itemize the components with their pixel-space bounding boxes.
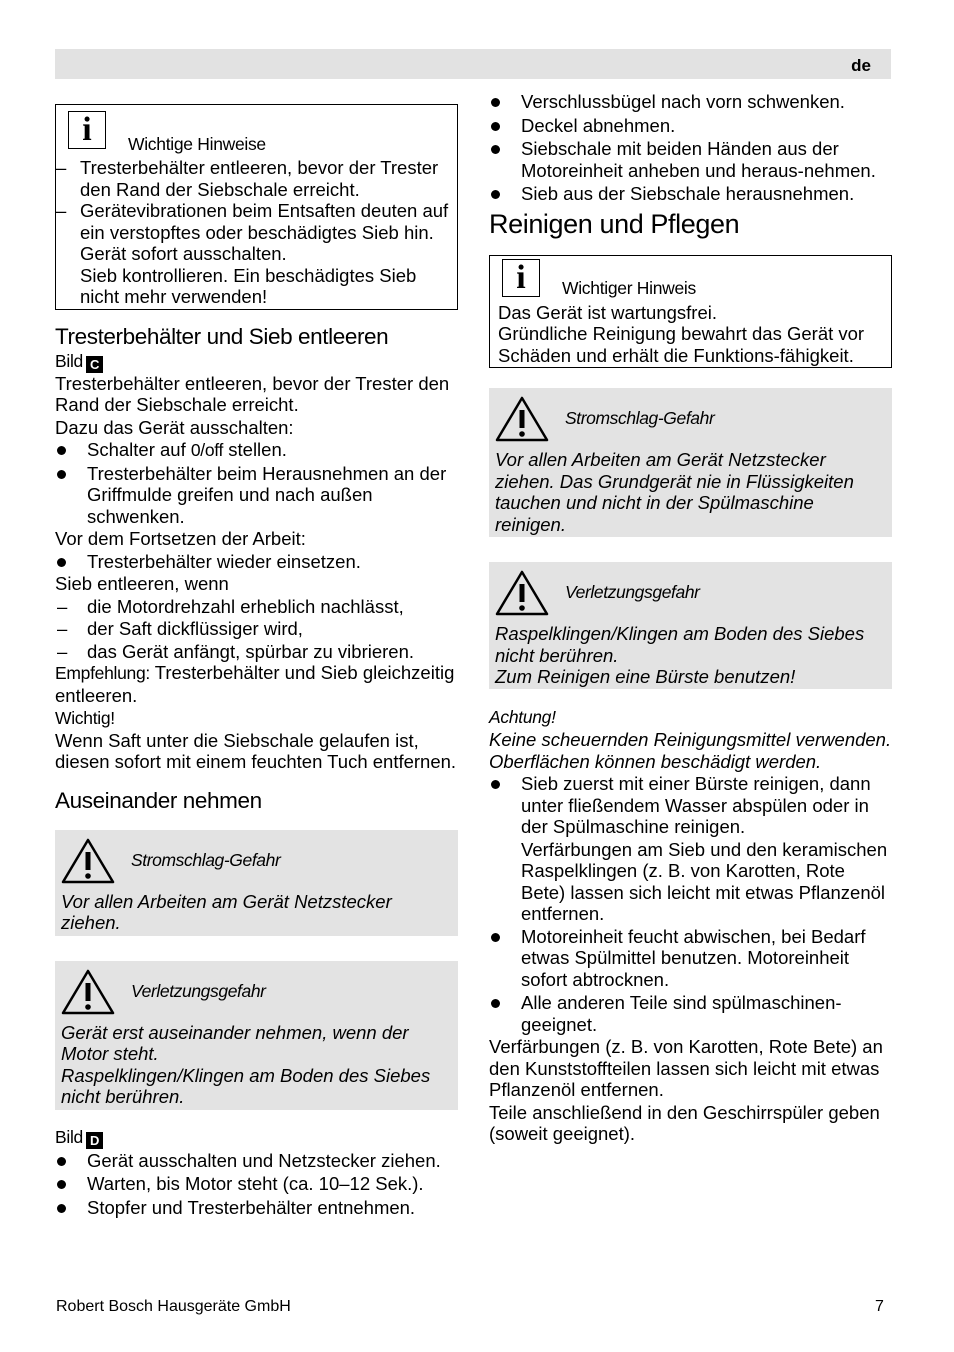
- figure-reference: Bild C: [55, 351, 458, 373]
- warning-title: Verletzungsgefahr: [565, 582, 700, 602]
- paragraph: Sieb entleeren, wenn: [55, 573, 229, 594]
- bullet-icon: [491, 999, 500, 1008]
- list-item: – das Gerät anfängt, spürbar zu vibrieren.: [57, 640, 415, 662]
- bullet-icon: [57, 446, 66, 455]
- bullet-icon: [57, 1157, 66, 1166]
- info-title: Wichtiger Hinweis: [562, 277, 696, 298]
- info-icon: i: [502, 259, 540, 297]
- page-number: 7: [875, 1298, 884, 1315]
- bullet-icon: [57, 558, 66, 567]
- figure-letter-badge: C: [86, 356, 103, 373]
- important-label: Wichtig!: [55, 708, 115, 728]
- bullet-icon: [57, 1204, 66, 1213]
- warning-text: Gerät erst auseinander nehmen, wenn der Motor steht.: [61, 1021, 409, 1064]
- list-item: Schalter auf 0/off stellen.: [55, 439, 458, 462]
- list-item: Sieb aus der Siebschale herausnehmen.: [489, 183, 892, 205]
- paragraph: Wenn Saft unter die Siebschale gelaufen ist, diesen sofort mit einem feuchten Tuch entfernen.: [55, 729, 457, 772]
- warning-title: Verletzungsgefahr: [131, 980, 266, 1001]
- warning-icon: [60, 968, 116, 1016]
- info-text: Gründliche Reinigung bewahrt das Gerät vor Schäden und erhält die Funktions-fähigkeit.: [498, 323, 865, 366]
- warning-text: Raspelklingen/Klingen am Boden des Siebes nicht berühren.: [61, 1064, 431, 1107]
- header-bar: [55, 49, 891, 79]
- footer-company: Robert Bosch Hausgeräte GmbH: [56, 1298, 291, 1315]
- list-item: Gerät ausschalten und Netzstecker ziehen.: [55, 1150, 458, 1172]
- section-heading: Reinigen und Pflegen: [489, 208, 740, 239]
- warning-title: Stromschlag-Gefahr: [565, 408, 715, 428]
- info-extra: Sieb kontrollieren. Ein beschädigtes Sieb nicht mehr verwenden!: [80, 264, 417, 307]
- list-item: Siebschale mit beiden Händen aus der Motoreinheit anheben und heraus-nehmen.: [489, 138, 892, 181]
- list-item: Verschlussbügel nach vorn schwenken.: [489, 91, 892, 113]
- warning-text: Raspelklingen/Klingen am Boden des Siebes nicht berühren.: [495, 623, 865, 666]
- list-item: Warten, bis Motor steht (ca. 10–12 Sek.).: [55, 1173, 458, 1195]
- section-heading: Auseinander nehmen: [55, 787, 262, 813]
- info-box-wichtige-hinweise: [55, 104, 458, 310]
- list-item: – Tresterbehälter entleeren, bevor der Trester den Rand der Siebschale erreicht.: [56, 157, 439, 200]
- warning-text: Zum Reinigen eine Bürste benutzen!: [495, 666, 796, 687]
- paragraph: Verfärbungen (z. B. von Karotten, Rote Bete) an den Kunststoffteilen lassen sich leicht mit etwas Pflanzenöl entfernen.: [489, 1036, 883, 1100]
- list-item: Sieb zuerst mit einer Bürste reinigen, dann unter fließendem Wasser abspülen oder in der Spülmaschine reinigen.: [489, 773, 892, 838]
- figure-reference: Bild D: [55, 1127, 458, 1149]
- paragraph: Vor dem Fortsetzen der Arbeit:: [55, 528, 306, 549]
- paragraph: Teile anschließend in den Geschirrspüler geben (soweit geeignet).: [489, 1101, 880, 1144]
- warning-icon: [494, 395, 550, 443]
- bullet-icon: [491, 190, 500, 199]
- info-title: Wichtige Hinweise: [128, 134, 266, 154]
- caution-label: Achtung!: [489, 706, 556, 727]
- list-item: Alle anderen Teile sind spülmaschinen-geeignet.: [489, 992, 892, 1035]
- left-column: [55, 92, 458, 1218]
- caution-text: Keine scheuernden Reinigungsmittel verwenden. Oberflächen können beschädigt werden.: [489, 729, 892, 772]
- list-item: – die Motordrehzahl erheblich nachlässt,: [57, 595, 404, 617]
- warning-box-electric: [489, 388, 892, 537]
- figure-letter-badge: D: [86, 1132, 103, 1149]
- warning-icon: [60, 837, 116, 885]
- language-label: de: [851, 56, 871, 75]
- info-text: Das Gerät ist wartungsfrei.: [498, 301, 717, 323]
- bullet-icon: [491, 780, 500, 789]
- paragraph: Tresterbehälter entleeren, bevor der Trester den Rand der Siebschale erreicht.: [55, 372, 450, 415]
- paragraph: Dazu das Gerät ausschalten:: [55, 416, 294, 438]
- bullet-icon: [57, 470, 66, 479]
- warning-box-injury: [489, 562, 892, 689]
- warning-box-injury: [55, 961, 458, 1110]
- info-box-wichtiger-hinweis: [489, 255, 892, 369]
- list-item: Tresterbehälter wieder einsetzen.: [55, 551, 458, 573]
- recommendation: Empfehlung: Tresterbehälter und Sieb gleichzeitig entleeren.: [55, 662, 455, 706]
- warning-icon: [494, 569, 550, 617]
- list-item: Stopfer und Tresterbehälter entnehmen.: [55, 1197, 458, 1219]
- warning-title: Stromschlag-Gefahr: [131, 849, 281, 870]
- list-item: Deckel abnehmen.: [489, 115, 892, 137]
- list-item-extra: Verfärbungen am Sieb und den keramischen Raspelklingen (z. B. von Karotten, Rote Bete) lassen sich leicht mit etwas Pflanzenöl entfernen.: [521, 838, 888, 924]
- list-item: Motoreinheit feucht abwischen, bei Bedarf etwas Spülmittel benutzen. Motoreinheit sofort abtrocknen.: [489, 926, 892, 991]
- warning-text: Vor allen Arbeiten am Gerät Netzstecker ziehen. Das Grundgerät nie in Flüssigkeiten tauchen und nicht in der Spülmaschine reinigen.: [495, 449, 854, 535]
- bullet-icon: [491, 122, 500, 131]
- warning-box-electric: [55, 830, 458, 936]
- info-icon: i: [68, 111, 106, 149]
- list-item: – der Saft dickflüssiger wird,: [57, 618, 303, 639]
- bullet-icon: [57, 1180, 66, 1189]
- bullet-icon: [491, 98, 500, 107]
- bullet-icon: [491, 145, 500, 154]
- section-heading: Tresterbehälter und Sieb entleeren: [55, 323, 389, 349]
- bullet-icon: [491, 933, 500, 942]
- list-item: Tresterbehälter beim Herausnehmen an der Griffmulde greifen und nach außen schwenken.: [55, 463, 458, 528]
- right-column: [489, 91, 892, 1145]
- warning-text: Vor allen Arbeiten am Gerät Netzstecker ziehen.: [61, 890, 392, 933]
- list-item: – Gerätevibrationen beim Entsaften deuten auf ein verstopftes oder beschädigtes Sieb hin. Gerät sofort ausschalten.: [56, 200, 449, 264]
